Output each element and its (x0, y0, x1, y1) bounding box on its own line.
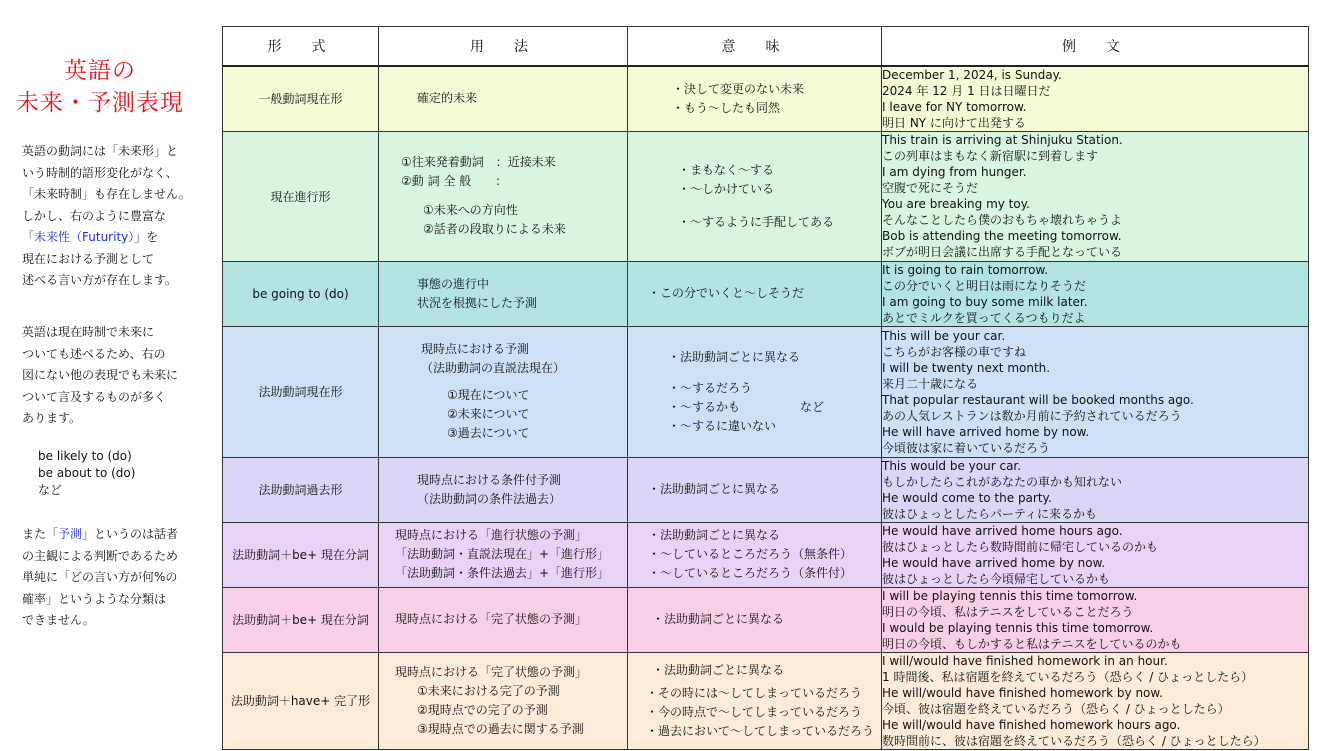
usage-line: （法助動詞の直説法現在） (421, 361, 566, 375)
usage-cell (379, 131, 628, 261)
note-line: 英語は現在時制で未来に (22, 325, 155, 339)
intro-paragraph (22, 141, 207, 292)
header-meaning: 意 味 (628, 27, 882, 66)
meaning-cell (628, 261, 882, 326)
form-cell: be going to (do) (223, 261, 379, 326)
form-cell: 法助動詞＋be+ 現在分詞 (223, 522, 379, 587)
table-row (223, 261, 1309, 326)
example-line: This will be your car. (882, 328, 1006, 343)
example-line: He would have arrived home hours ago. (882, 523, 1123, 538)
meaning-line: ・過去において〜してしまっているだろう (646, 723, 875, 738)
intro-line: いう時制的語形変化がなく、 (22, 165, 178, 180)
meaning-cell (628, 652, 882, 749)
example-line: He would come to the party. (882, 490, 1052, 505)
usage-line: 確定的未来 (417, 91, 478, 105)
bracket-open: 「 (22, 230, 35, 244)
example-line: I will be twenty next month. (882, 360, 1051, 375)
usage-line: 現時点における「進行状態の予測」 (395, 528, 588, 542)
example-cell (882, 522, 1309, 587)
example-line: この列車はまもなく新宿駅に到着します (882, 149, 1099, 163)
example-line: You are breaking my toy. (882, 197, 1030, 211)
meaning-line: ・法助動詞ごとに異なる (652, 612, 785, 626)
meaning-line: ・まもなく〜する (678, 162, 775, 177)
example-line: 1 時間後、私は宿題を終えているだろう（恐らく / ひょっとしたら） (882, 669, 1254, 684)
meaning-line: ・決して変更のない未来 (672, 81, 805, 96)
example-line: I am going to buy some milk later. (882, 294, 1088, 309)
usage-subline: ②話者の段取りによる未来 (423, 222, 566, 236)
example-line: 彼はひょっとしたら今頃帰宅しているかも (882, 571, 1111, 586)
example-line: I am dying from hunger. (882, 165, 1027, 179)
example-line: He would have arrived home by now. (882, 555, 1106, 570)
meaning-line: ・法助動詞ごとに異なる (648, 482, 781, 496)
future-expressions-table (222, 26, 1309, 750)
example-cell (882, 652, 1309, 749)
usage-line: 現時点における予測 (421, 342, 530, 356)
usage-subline: ③現時点での過去に関する予測 (417, 721, 584, 736)
header-form: 形 式 (223, 27, 379, 66)
table-header-row (223, 27, 1309, 66)
usage-subline: ②未来について (447, 407, 530, 421)
intro-line: 「未来時制」も存在しません。 (22, 187, 191, 201)
meaning-line: ・〜しているところだろう（無条件） (648, 547, 853, 561)
meaning-line: ・法助動詞ごとに異なる (668, 349, 801, 364)
form-cell: 一般動詞現在形 (223, 66, 379, 132)
bracket-close: 」を (134, 230, 159, 244)
usage-cell (379, 587, 628, 652)
table-row (223, 652, 1309, 749)
meaning-line: ・〜しかけている (678, 181, 775, 196)
example-cell (882, 131, 1309, 261)
usage-cell (379, 652, 628, 749)
etc-note: など (800, 399, 825, 414)
example-line: This would be your car. (882, 458, 1022, 473)
meaning-cell (628, 326, 882, 457)
meaning-line: ・〜するに違いない (668, 418, 777, 433)
form-cell: 法助動詞過去形 (223, 457, 379, 522)
example-line: もしかしたらこれがあなたの車かも知れない (882, 474, 1123, 489)
example-line: ボブが明日会議に出席する手配となっている (882, 245, 1123, 259)
usage-line: ②動 詞 全 般 ： (401, 174, 508, 188)
example-line: He will/would have finished homework by now. (882, 685, 1163, 700)
example-cell (882, 66, 1309, 132)
example-cell (882, 587, 1309, 652)
expression-line: be likely to (do) (38, 449, 132, 463)
meaning-cell (628, 66, 882, 132)
meaning-line: ・法助動詞ごとに異なる (648, 528, 781, 542)
meaning-cell (628, 131, 882, 261)
example-line: 2024 年 12 月 1 日は日曜日だ (882, 83, 1051, 98)
intro-line: しかし、右のように豊富な (22, 208, 167, 223)
meaning-line: ・〜するように手配してある (678, 214, 835, 229)
example-line: December 1, 2024, is Sunday. (882, 67, 1062, 82)
example-line: That popular restaurant will be booked months ago. (882, 392, 1194, 407)
example-cell (882, 457, 1309, 522)
text-pre: また「 (22, 527, 59, 541)
form-cell: 現在進行形 (223, 131, 379, 261)
example-line: I would be playing tennis this time tomorrow. (882, 620, 1154, 635)
usage-line: 事態の進行中 (417, 276, 490, 291)
example-line: It is going to rain tomorrow. (882, 262, 1049, 277)
table-row (223, 587, 1309, 652)
page-title-line2: 未来・予測表現 (16, 90, 184, 116)
example-line: I will/would have finished homework in an hour. (882, 653, 1168, 668)
example-cell (882, 326, 1309, 457)
example-line: 明日の今頃、私はテニスをしていることだろう (882, 604, 1134, 619)
example-line: あとでミルクを買ってくるつもりだよ (882, 310, 1086, 325)
usage-line: 現時点における「完了状態の予測」 (395, 664, 588, 679)
example-line: 数時間前に、彼は宿題を終えているだろう（恐らく / ひょっとしたら） (882, 733, 1266, 748)
meaning-line: ・〜しているところだろう（条件付） (648, 566, 853, 580)
example-line: Bob is attending the meeting tomorrow. (882, 229, 1122, 243)
example-line: I will be playing tennis this time tomorrow. (882, 588, 1138, 603)
usage-subline: ②現時点での完了の予測 (417, 702, 548, 717)
meaning-line: ・この分でいくと〜しそうだ (648, 286, 805, 300)
example-line: He will/would have finished homework hours ago. (882, 717, 1181, 732)
usage-subline: ③過去について (447, 426, 530, 440)
meaning-line: ・もう〜したも同然 (672, 100, 781, 115)
prediction-paragraph (22, 524, 207, 632)
example-line: そんなことしたら僕のおもちゃ壊れちゃうよ (882, 213, 1123, 227)
usage-line: 「法助動詞・直説法現在」+「進行形」 (395, 547, 610, 561)
prediction-line: 確率」というような分類は (22, 591, 167, 606)
header-usage: 用 法 (379, 27, 628, 66)
prediction-line: の主観による判断であるため (22, 548, 179, 563)
usage-line: 状況を根拠にした予測 (417, 295, 538, 310)
note-paragraph (22, 322, 207, 430)
example-line: 彼はひょっとしたら数時間前に帰宅しているのかも (882, 539, 1159, 554)
expression-line: be about to (do) (38, 466, 136, 480)
text-post: 」というのは話者 (82, 527, 179, 541)
usage-subline: ①現在について (447, 388, 530, 402)
sidebar-notes (0, 0, 215, 751)
example-line: あの人気レストランは数か月前に予約されているだろう (882, 408, 1182, 423)
example-line: He will have arrived home by now. (882, 424, 1090, 439)
note-line: ついて言及するものが多く (22, 389, 167, 404)
table-row (223, 457, 1309, 522)
usage-cell (379, 326, 628, 457)
example-line: 明日 NY に向けて出発する (882, 115, 1026, 130)
example-line: 今頃彼は家に着いているだろう (882, 440, 1051, 455)
table-row (223, 522, 1309, 587)
table-row (223, 326, 1309, 457)
table-row (223, 66, 1309, 132)
other-expressions (38, 448, 135, 499)
example-line: 今頃、彼は宿題を終えているだろう（恐らく / ひょっとしたら） (882, 701, 1230, 716)
meaning-line: ・〜するだろう (668, 380, 753, 395)
form-cell: 法助動詞＋have+ 完了形 (223, 652, 379, 749)
example-cell (882, 261, 1309, 326)
intro-line: 英語の動詞には「未来形」と (22, 144, 179, 158)
meaning-cell (628, 457, 882, 522)
expression-line: など (38, 483, 63, 497)
example-line: この分でいくと明日は雨になりそうだ (882, 278, 1087, 293)
form-cell: 法助動詞現在形 (223, 326, 379, 457)
intro-line: 現在における予測として (22, 251, 155, 266)
header-example: 例 文 (882, 27, 1309, 66)
meaning-line: ・法助動詞ごとに異なる (652, 662, 785, 677)
usage-cell (379, 261, 628, 326)
meaning-line: ・その時には〜してしまっているだろう (646, 685, 863, 700)
intro-line: 述べる言い方が存在します。 (22, 273, 178, 287)
example-line: 明日の今頃、もしかすると私はテニスをしているのかも (882, 636, 1182, 651)
meaning-cell (628, 587, 882, 652)
usage-line: （法助動詞の条件法過去） (417, 491, 562, 506)
usage-line: 現時点における「完了状態の予測」 (395, 612, 588, 626)
example-line: This train is arriving at Shinjuku Station. (882, 133, 1123, 147)
page-title-line1: 英語の (64, 58, 136, 84)
note-line: あります。 (22, 411, 82, 425)
note-line: 図にない他の表現でも未来に (22, 368, 179, 382)
example-line: こちらがお客様の車ですね (882, 344, 1027, 359)
note-line: ついても述べるため、右の (22, 346, 166, 361)
meaning-cell (628, 522, 882, 587)
futurity-term: 未来性（Futurity） (34, 230, 135, 244)
usage-subline: ①未来への方向性 (423, 203, 518, 217)
table-row (223, 131, 1309, 261)
prediction-line (22, 524, 207, 546)
usage-cell (379, 457, 628, 522)
meaning-line: ・〜するかも (668, 399, 741, 414)
usage-line: ①往来発着動詞 ：近接未来 (401, 155, 556, 169)
prediction-term: 予測 (58, 527, 83, 541)
example-line: 来月二十歳になる (882, 376, 979, 391)
form-cell: 法助動詞＋be+ 現在分詞 (223, 587, 379, 652)
usage-line: 「法助動詞・条件法過去」+「進行形」 (395, 566, 610, 580)
usage-line: 現時点における条件付予測 (417, 472, 562, 487)
meaning-line: ・今の時点で〜してしまっているだろう (646, 704, 863, 719)
example-line: 彼はひょっとしたらパーティに来るかも (882, 506, 1098, 521)
usage-cell (379, 522, 628, 587)
usage-cell (379, 66, 628, 132)
intro-line (22, 227, 207, 249)
example-line: 空腹で死にそうだ (882, 181, 979, 195)
prediction-line: できません。 (22, 613, 95, 627)
usage-subline: ①未来における完了の予測 (417, 683, 560, 698)
prediction-line: 単純に「どの言い方が何%の (22, 570, 178, 584)
example-line: I leave for NY tomorrow. (882, 99, 1027, 114)
